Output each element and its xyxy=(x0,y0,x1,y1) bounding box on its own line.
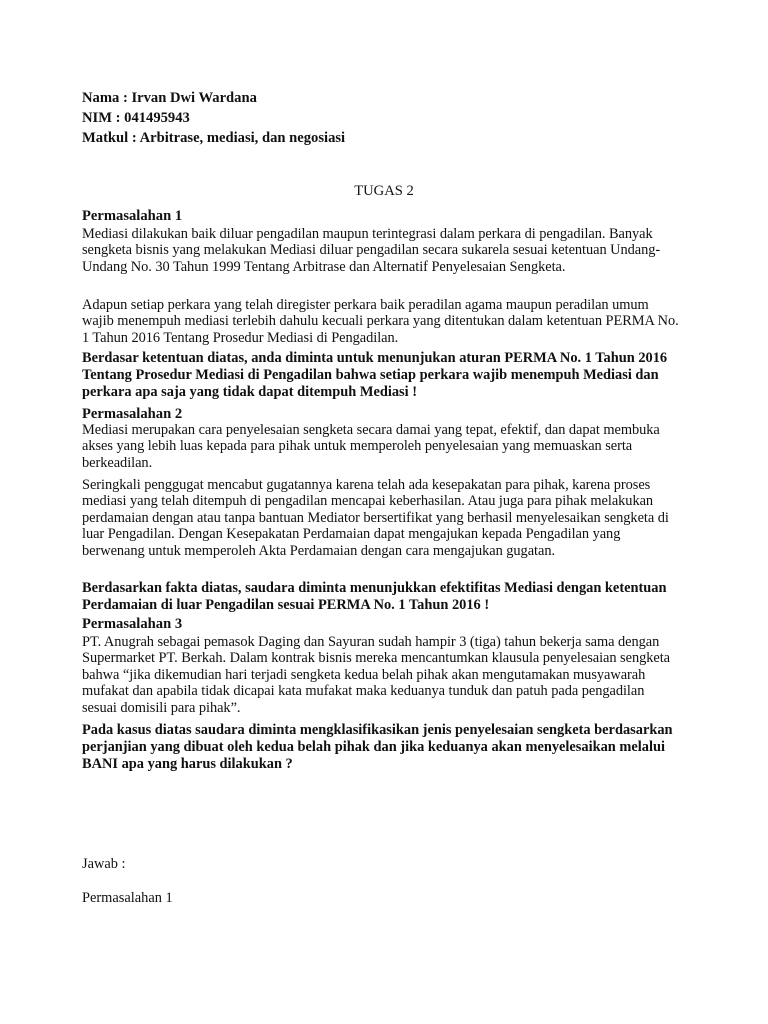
problem2-para2: Seringkali penggugat mencabut gugatannya karena telah ada kesepakatan para pihak, karena proses mediasi yang telah ditempuh di pengadilan mencapai keberhasilan. Atau juga para pihak melakukan perdamaian dengan atau tanpa bantuan Mediator bersertifikat yang berhasil menyelesaikan sengketa di luar Pengadilan. Dengan Kesepakatan Perdamaian dapat mengajukan kepada Pengadilan yang berwenang untuk memperoleh Akta Perdamaian dengan cara mengajukan gugatan. xyxy=(82,477,669,559)
problem3-heading: Permasalahan 3 xyxy=(82,616,183,632)
problem3-question: Pada kasus diatas saudara diminta mengklasifikasikan jenis penyelesaian sengketa berdasarkan perjanjian yang dibuat oleh kedua belah pihak dan jika keduanya akan menyelesaikan melalui BANI apa yang harus dilakukan ? xyxy=(82,722,673,773)
problem1-heading: Permasalahan 1 xyxy=(82,208,183,224)
problem1-para1: Mediasi dilakukan baik diluar pengadilan maupun terintegrasi dalam perkara di pengadilan. Banyak sengketa bisnis yang melakukan Mediasi diluar pengadilan secara sukarela sesuai ketentuan Undang-Undang No. 30 Tahun 1999 Tentang Arbitrase dan Alternatif Penyelesaian Sengketa. xyxy=(82,226,661,275)
answer-problem1-heading: Permasalahan 1 xyxy=(82,890,173,906)
student-nim: NIM : 041495943 xyxy=(82,110,190,126)
problem1-question: Berdasar ketentuan diatas, anda diminta untuk menunjukan aturan PERMA No. 1 Tahun 2016 Tentang Prosedur Mediasi di Pengadilan bahwa setiap perkara wajib menempuh Mediasi dan perkara apa saja yang tidak dapat ditempuh Mediasi ! xyxy=(82,350,668,401)
problem2-heading: Permasalahan 2 xyxy=(82,406,183,422)
problem1-para2: Adapun setiap perkara yang telah diregister perkara baik peradilan agama maupun peradilan umum wajib menempuh mediasi terlebih dahulu kecuali perkara yang ditentukan dalam ketentuan PERMA No. 1 Tahun 2016 Tentang Prosedur Mediasi di Pengadilan. xyxy=(82,297,679,346)
course-name: Matkul : Arbitrase, mediasi, dan negosiasi xyxy=(82,130,346,146)
answer-label: Jawab : xyxy=(82,856,126,872)
problem3-para1: PT. Anugrah sebagai pemasok Daging dan Sayuran sudah hampir 3 (tiga) tahun bekerja sama dengan Supermarket PT. Berkah. Dalam kontrak bisnis mereka mencantumkan klausula penyelesaian sengketa bahwa “jika dikemudian hari terjadi sengketa kedua belah pihak akan mengutamakan musyawarah mufakat dan apabila tidak dicapai kata mufakat maka keduanya tunduk dan patuh pada pengadilan sesuai domisili para pihak”. xyxy=(82,634,671,716)
student-info xyxy=(82,88,682,148)
student-name: Nama : Irvan Dwi Wardana xyxy=(82,90,257,106)
document-title: TUGAS 2 xyxy=(354,182,414,199)
problem2-question: Berdasarkan fakta diatas, saudara diminta menunjukkan efektifitas Mediasi dengan ketentuan Perdamaian di luar Pengadilan sesuai PERMA No. 1 Tahun 2016 ! xyxy=(82,580,667,614)
problem2-para1: Mediasi merupakan cara penyelesaian sengketa secara damai yang tepat, efektif, dan dapat membuka akses yang lebih luas kepada para pihak untuk memperoleh penyelesaian yang memuaskan serta berkeadilan. xyxy=(82,422,660,471)
